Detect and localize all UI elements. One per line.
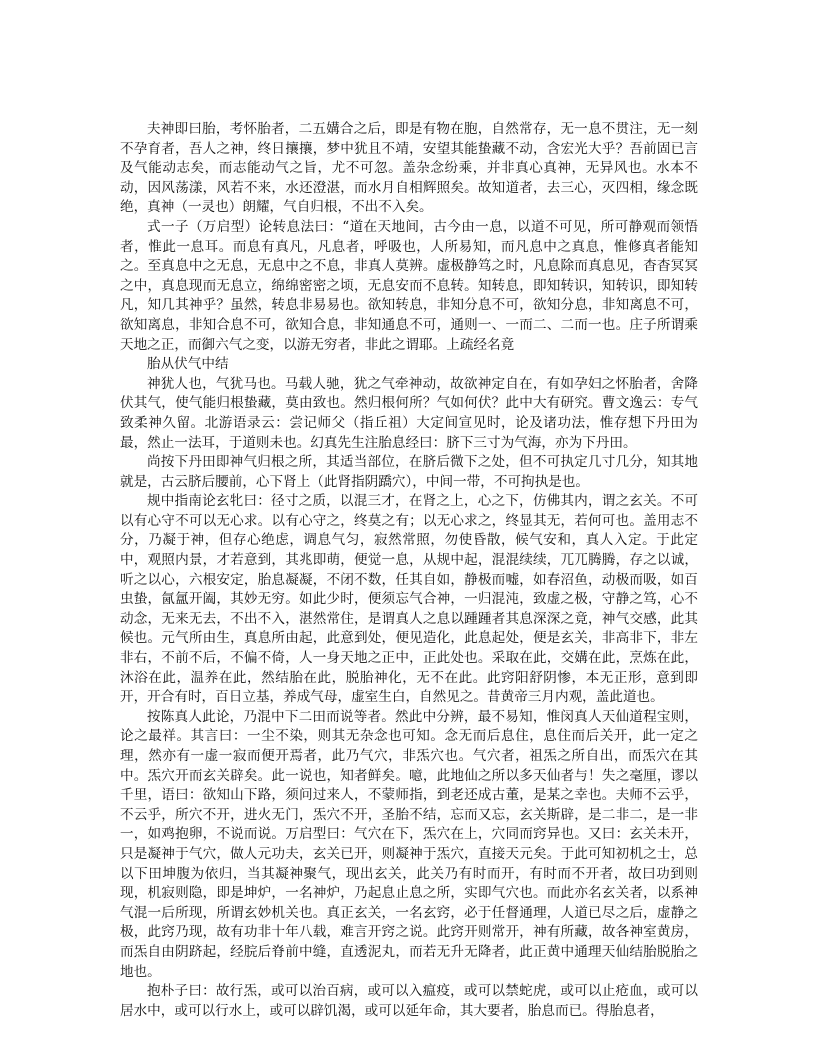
paragraph-1: 夫神即曰胎，考怀胎者，二五媾合之后，即是有物在胞，自然常存，无一息不贯注，无一刻不孕育者，吾人之神，终日攘攘，梦中犹且不靖，安望其能蛰藏不动，含宏光大乎？吾前固已言及气能动志矣，而志能动气之旨，尤不可忽。盖杂念纷乘，并非真心真神，无异风也。水本不动，因风荡漾，风若不来，水还澄湛，而水月自相辉照矣。故知道者，去三心，灭四相，缘念既绝，真神（一灵也）朗耀，气自归根，不出不入矣。 (120, 121, 698, 216)
paragraph-3: 神犹人也，气犹马也。马载人驰，犹之气牵神动，故欲神定自在，有如孕妇之怀胎者，舍降伏其气，使气能归根蛰藏，莫由致也。然归根何所？气如何伏？此中大有研究。曹文逸云：专气致柔神久留。北游语录云：尝记师父（指丘祖）大定间宣见时，论及诸功法，惟存想下丹田为最，然止一法耳，于道则未也。幻真先生注胎息经曰：脐下三寸为气海，亦为下丹田。 (120, 375, 698, 451)
document-page (120, 120, 698, 1021)
section-heading: 胎从伏气中结 (147, 356, 229, 373)
paragraph-4: 尚按下丹田即神气归根之所，其适当部位，在脐后微下之处，但不可执定几寸几分，知其地就是，古云脐后腰前，心下肾上（此肾指阴蹻穴），中间一带，不可拘执是也。 (120, 454, 698, 490)
paragraph-2: 式一子（万启型）论转息法曰：“道在天地间，古今由一息，以道不可见，所可静观而领悟者，惟此一息耳。而息有真凡，凡息者，呼吸也，人所易知，而凡息中之真息，惟修真者能知之。至真息中之无息，无息中之不息，非真人莫辨。虚极静笃之时，凡息除而真息见，杳杳冥冥之中，真息现而无息立，绵绵密密之顷，无息安而不息转。知转息，即知转识，知转识，即知转凡，知几其神乎？虽然，转息非易易也。欲知转息，非知分息不可，欲知分息，非知离息不可，欲知离息，非知合息不可，欲知合息，非知通息不可，通则一、一而二、二而一也。庄子所谓乘天地之正，而御六气之变，以游无穷者，非此之谓耶。上疏经名竟 (120, 218, 698, 353)
paragraph-7: 抱朴子曰：故行炁，或可以治百病，或可以入瘟疫，或可以禁蛇虎，或可以止疮血，或可以居水中，或可以行水上，或可以辟饥渴，或可以延年命，其大要者，胎息而已。得胎息者， (120, 983, 698, 1019)
paragraph-6: 按陈真人此论，乃混中下二田而说等者。然此中分辨，最不易知，惟闵真人天仙道程宝则，论之最祥。其言曰：一尘不染，则其无杂念也可知。念无而后息住，息住而后关开，此一定之理，然亦有一虚一寂而便开焉者，此乃气穴，非炁穴也。气穴者，祖炁之所自出，而炁穴在其中。炁穴开而玄关辟矣。此一说也，知者鲜矣。噫，此地仙之所以多天仙者与！失之毫厘，谬以千里，语曰：欲知山下路，须问过来人，不蒙师指，到老还成古董，是某之幸也。夫师不云乎，不云乎，所穴不开，进火无门，炁穴不开，圣胎不结，忘而又忘，玄关斯辟，是二非二，是一非一，如鸡抱卵，不说而说。万启型曰：气穴在下，炁穴在上，穴同而窍异也。又曰：玄关未开，只是凝神于气穴，做人元功夫，玄关已开，则凝神于炁穴，直接天元矣。于此可知初机之士，总以下田坤腹为依归，当其凝神聚气，现出玄关，此关乃有时而开，有时而不开者，故曰功到则现，机寂则隐，即是坤炉，一名神炉，乃起息止息之所，实即气穴也。而此亦名玄关者，以系神气混一后所现，所谓玄妙机关也。真正玄关，一名玄窍，必于任督通理，人道已尽之后，虚静之极，此窍乃现，故有功非十年八载，难言开窍之说。此窍开则常开，神有所藏，故各神室黄房，而炁自由阴跻起，经脘后脊前中缝，直透泥丸，而若无升无降者，此正黄中通理天仙结胎脱胎之地也。 (120, 708, 698, 980)
paragraph-5: 规中指南论玄牝曰：径寸之质，以混三才，在肾之上，心之下，仿佛其内，谓之玄关。不可以有心守不可以无心求。以有心守之，终莫之有；以无心求之，终显其无，若何可也。盖用志不分，乃凝于神，但存心绝虑，调息气匀，寂然常照，勿使昏散，候气安和，真人入定。于此定中，观照内景，才若意到，其兆即萌，便觉一息，从规中起，混混续续，兀兀腾腾，存之以诚，听之以心，六根安定，胎息凝凝，不闭不数，任其自如，静极而嘘，如春沼鱼，动极而吸，如百虫蛰，氤氲开阖，其妙无穷。如此少时，便须忘气合神，一归混沌，致虚之极，守静之笃，心不动念，无来无去，不出不入，湛然常住，是谓真人之息以踵踵者其息深深之竟，神气交感，此其候也。元气所由生，真息所由起，此意到处，便见造化，此息起处，便是玄关，非高非下，非左非右，不前不后，不偏不倚，人一身天地之正中，正此处也。采取在此，交媾在此，烹炼在此，沐浴在此，温养在此，然结胎在此，脱胎神化，无不在此。此窍阳舒阴惨，本无正形，意到即开，开合有时，百日立基，养成气母，虚室生白，自然见之。昔黄帝三月内观，盖此道也。 (120, 493, 698, 706)
